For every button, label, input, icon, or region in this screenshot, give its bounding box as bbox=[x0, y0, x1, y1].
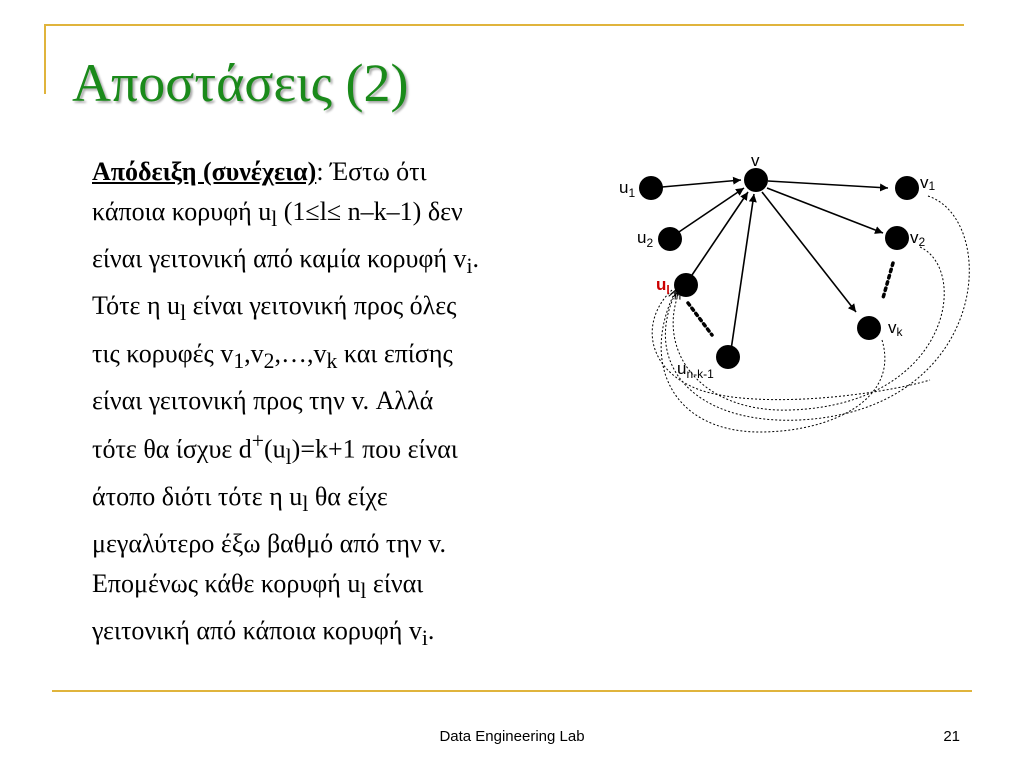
text-line-8 bbox=[92, 477, 612, 524]
node-u1 bbox=[639, 176, 663, 200]
subscript: i bbox=[466, 254, 473, 279]
text-segment: : Έστω ότι bbox=[316, 157, 427, 186]
frame-top-line bbox=[44, 24, 964, 26]
subscript: l bbox=[302, 491, 309, 516]
label-u1: $u_1$ bbox=[619, 178, 636, 200]
text-segment: (1≤l≤ n–k–1) δεν bbox=[277, 197, 463, 226]
node-un bbox=[716, 345, 740, 369]
slide-title: Αποστάσεις (2) bbox=[72, 53, 409, 113]
text-line-2 bbox=[92, 192, 612, 239]
text-line-4 bbox=[92, 286, 612, 333]
text-segment: τότε θα ίσχυε d bbox=[92, 434, 252, 464]
ellipsis-dots-right bbox=[883, 263, 893, 298]
footer-label: Data Engineering Lab bbox=[439, 728, 585, 745]
label-v2: v2 bbox=[910, 228, 926, 249]
text-segment: Επομένως κάθε κορυφή u bbox=[92, 568, 361, 598]
text-segment: άτοπο διότι τότε η u bbox=[92, 481, 303, 511]
subscript: l bbox=[180, 301, 187, 326]
edge-v-v2 bbox=[767, 188, 883, 233]
edge-u1-v bbox=[662, 180, 741, 187]
node-v bbox=[744, 168, 768, 192]
label-v: v bbox=[751, 151, 760, 170]
node-vk bbox=[857, 316, 881, 340]
edge-v-vk bbox=[762, 192, 856, 312]
subscript: i bbox=[421, 626, 428, 651]
text-line-6: είναι γειτονική προς την v. Αλλά bbox=[92, 385, 434, 415]
text-segment: είναι γειτονική από καμία κορυφή v bbox=[92, 244, 467, 274]
edge-v-v1 bbox=[768, 181, 888, 188]
node-u2 bbox=[658, 227, 682, 251]
label-u2: $u_2$ bbox=[637, 228, 654, 250]
node-v1 bbox=[895, 176, 919, 200]
text-segment: κάποια κορυφή u bbox=[92, 197, 272, 226]
subscript: l bbox=[285, 444, 292, 469]
text-line-10 bbox=[92, 564, 612, 611]
text-line-7 bbox=[92, 421, 612, 477]
label-un: $u_{n-k-1}$ bbox=[677, 359, 714, 381]
proof-text bbox=[92, 152, 612, 658]
text-line-5 bbox=[92, 334, 612, 381]
label-vk: vk bbox=[888, 318, 903, 339]
frame-left-line bbox=[44, 24, 46, 94]
subscript: l bbox=[360, 578, 367, 603]
subscript: 1 bbox=[233, 348, 245, 373]
text-segment: ,v bbox=[244, 338, 264, 368]
ellipsis-dots-left bbox=[688, 303, 712, 335]
footer-rule bbox=[52, 690, 972, 692]
text-segment: . bbox=[427, 615, 435, 645]
text-segment: γειτονική από κάποια κορυφή v bbox=[92, 615, 422, 645]
dotted-edge-v2-ul bbox=[673, 247, 944, 410]
subscript: k bbox=[326, 348, 338, 373]
text-segment: Τότε η u bbox=[92, 291, 181, 321]
text-segment: θα είχε bbox=[308, 481, 388, 511]
superscript: + bbox=[251, 428, 264, 453]
dotted-edge-v1-ul bbox=[665, 196, 969, 420]
label-v1: v1 bbox=[920, 173, 936, 193]
graph-diagram bbox=[600, 145, 1000, 435]
text-segment: και επίσης bbox=[337, 338, 453, 368]
node-ul bbox=[674, 273, 698, 297]
text-segment: είναι γειτονική προς όλες bbox=[186, 291, 457, 321]
subscript: 2 bbox=[263, 348, 275, 373]
proof-lead: Απόδειξη (συνέχεια) bbox=[92, 157, 317, 186]
text-segment: είναι bbox=[366, 568, 424, 598]
text-line-3 bbox=[92, 239, 612, 286]
node-v2 bbox=[885, 226, 909, 250]
text-line-1 bbox=[92, 152, 612, 192]
text-line-9: μεγαλύτερο έξω βαθμό από την v. bbox=[92, 528, 447, 558]
text-segment: ,…,v bbox=[274, 338, 327, 368]
label-ul: $u_l$ bbox=[656, 275, 670, 297]
page-number: 21 bbox=[943, 728, 960, 745]
edge-un-v bbox=[731, 194, 754, 350]
text-segment: )=k+1 που είναι bbox=[291, 434, 458, 464]
text-line-11 bbox=[92, 611, 612, 658]
text-segment: (u bbox=[263, 434, 286, 464]
text-segment: τις κορυφές v bbox=[92, 338, 234, 368]
subscript: l bbox=[271, 207, 278, 232]
text-segment: . bbox=[472, 244, 479, 274]
